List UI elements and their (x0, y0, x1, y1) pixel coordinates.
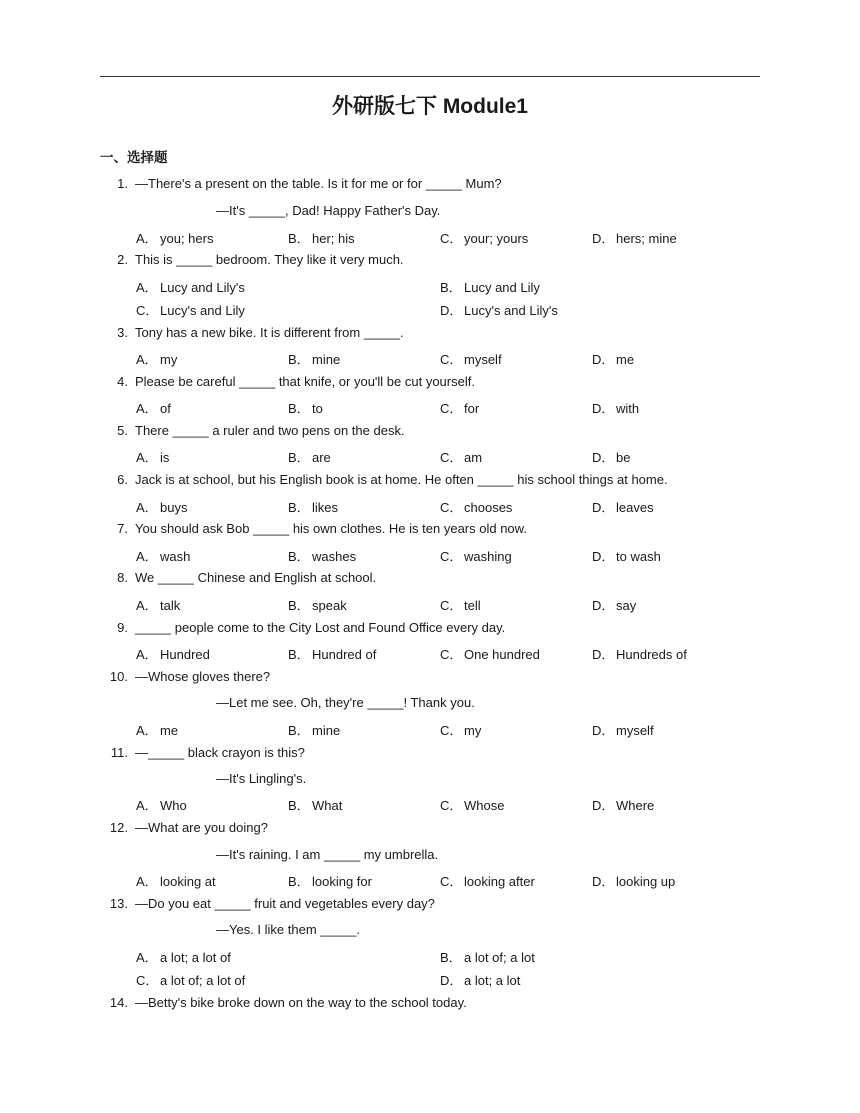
option-text: for (464, 401, 480, 416)
option-text: your; yours (464, 231, 529, 246)
option-text: of (160, 401, 171, 416)
question-stem: —_____ black crayon is this? (135, 745, 305, 760)
question-stem: This is _____ bedroom. They like it very much. (135, 252, 404, 267)
answer-option (592, 497, 654, 516)
option-letter: D． (592, 874, 615, 889)
option-text: me (160, 723, 179, 738)
answer-option (440, 398, 479, 417)
question-stem: You should ask Bob _____ his own clothes. He is ten years old now. (135, 521, 527, 536)
option-letter: D． (592, 500, 615, 515)
question-reply: —Yes. I like them _____. (216, 922, 361, 937)
question-stem: There _____ a ruler and two pens on the desk. (135, 423, 405, 438)
question-item (100, 423, 760, 441)
question-number: 14. (109, 995, 128, 1010)
answer-option (136, 497, 187, 516)
option-text: a lot of; a lot (464, 950, 535, 965)
option-text: Where (616, 798, 655, 813)
option-letter: D． (592, 450, 615, 465)
option-text: myself (616, 723, 654, 738)
option-text: my (464, 723, 482, 738)
option-letter: C． (440, 723, 463, 738)
option-letter: A． (136, 798, 158, 813)
question-stem: —There's a present on the table. Is it for me or for _____ Mum? (135, 176, 502, 191)
answer-option (592, 720, 654, 739)
answer-option (288, 349, 340, 368)
option-text: you; hers (160, 231, 214, 246)
option-letter: C． (440, 874, 463, 889)
option-letter: A． (136, 401, 158, 416)
answer-option (592, 447, 630, 466)
option-text: speak (312, 598, 347, 613)
option-text: mine (312, 723, 341, 738)
answer-option (288, 595, 347, 614)
question-item (100, 176, 760, 194)
question-item (100, 620, 760, 638)
question-stem: _____ people come to the City Lost and Found Office every day. (135, 620, 506, 635)
option-text: Lucy's and Lily's (464, 303, 558, 318)
option-text: Hundred (160, 647, 210, 662)
option-letter: D． (592, 723, 615, 738)
answer-option (440, 349, 502, 368)
answer-option (440, 871, 535, 890)
option-text: Lucy's and Lily (160, 303, 245, 318)
option-text: looking for (312, 874, 372, 889)
question-reply: —It's raining. I am _____ my umbrella. (216, 847, 439, 862)
option-letter: A． (136, 500, 158, 515)
answer-option (136, 795, 187, 814)
question-stem: We _____ Chinese and English at school. (135, 570, 377, 585)
option-letter: D． (592, 798, 615, 813)
answer-option (592, 398, 639, 417)
option-text: be (616, 450, 631, 465)
option-text: looking up (616, 874, 676, 889)
option-text: to wash (616, 549, 661, 564)
answer-option (592, 349, 634, 368)
answer-option (440, 795, 504, 814)
answer-option (136, 447, 169, 466)
answer-option (440, 300, 558, 319)
option-text: hers; mine (616, 231, 677, 246)
answer-option (288, 447, 331, 466)
header-rule (100, 76, 760, 77)
answer-option (440, 970, 520, 989)
option-text: is (160, 450, 170, 465)
option-text: buys (160, 500, 188, 515)
option-letter: A． (136, 950, 158, 965)
answer-option (136, 720, 178, 739)
option-letter: D． (592, 231, 615, 246)
question-item (100, 570, 760, 588)
option-text: with (616, 401, 640, 416)
question-item (100, 896, 760, 914)
question-number: 9. (117, 620, 128, 635)
question-number: 8. (117, 570, 128, 585)
option-letter: B． (288, 723, 310, 738)
option-letter: C． (440, 647, 463, 662)
option-text: looking at (160, 874, 216, 889)
answer-option (288, 497, 338, 516)
answer-option (592, 595, 636, 614)
answer-option (592, 795, 654, 814)
answer-option (136, 398, 171, 417)
answer-option (136, 349, 177, 368)
answer-option (288, 228, 355, 247)
answer-option (136, 871, 216, 890)
option-letter: B． (288, 450, 310, 465)
option-text: mine (312, 352, 341, 367)
answer-option (592, 546, 661, 565)
option-letter: C． (440, 549, 463, 564)
question-stem: —Whose gloves there? (135, 669, 271, 684)
answer-option (288, 720, 340, 739)
option-text: Lucy and Lily (464, 280, 540, 295)
option-text: talk (160, 598, 181, 613)
question-reply: —It's Lingling's. (216, 771, 307, 786)
answer-option (440, 644, 540, 663)
option-letter: B． (288, 874, 310, 889)
option-letter: A． (136, 450, 158, 465)
option-text: a lot; a lot of (160, 950, 231, 965)
question-item (100, 995, 760, 1013)
answer-option (136, 546, 190, 565)
answer-option (288, 871, 372, 890)
option-letter: B． (288, 401, 310, 416)
option-text: am (464, 450, 483, 465)
option-letter: C． (440, 352, 463, 367)
option-text: say (616, 598, 637, 613)
question-item (100, 669, 760, 687)
question-number: 7. (117, 521, 128, 536)
option-text: her; his (312, 231, 355, 246)
question-number: 3. (117, 325, 128, 340)
option-letter: A． (136, 647, 158, 662)
option-text: washing (464, 549, 512, 564)
question-item (100, 472, 760, 490)
answer-option (136, 300, 245, 319)
question-stem: —Do you eat _____ fruit and vegetables every day? (135, 896, 435, 911)
option-text: leaves (616, 500, 654, 515)
question-stem: Jack is at school, but his English book is at home. He often _____ his school things at home. (135, 472, 668, 487)
option-text: What (312, 798, 343, 813)
option-text: my (160, 352, 178, 367)
option-text: tell (464, 598, 481, 613)
option-letter: B． (288, 647, 310, 662)
question-item (100, 521, 760, 539)
option-text: washes (312, 549, 357, 564)
answer-option (136, 644, 210, 663)
question-number: 2. (117, 252, 128, 267)
option-letter: D． (592, 352, 615, 367)
answer-option (288, 644, 376, 663)
option-letter: B． (288, 598, 310, 613)
option-letter: D． (592, 401, 615, 416)
option-letter: C． (136, 973, 159, 988)
question-item (100, 325, 760, 343)
option-letter: B． (288, 352, 310, 367)
option-text: One hundred (464, 647, 540, 662)
option-text: a lot; a lot (464, 973, 521, 988)
option-letter: A． (136, 874, 158, 889)
answer-option (440, 720, 481, 739)
option-letter: A． (136, 549, 158, 564)
question-item (100, 252, 760, 270)
question-stem: —Betty's bike broke down on the way to the school today. (135, 995, 467, 1010)
question-number: 13. (109, 896, 128, 911)
option-letter: A． (136, 352, 158, 367)
answer-option (136, 595, 180, 614)
option-letter: C． (440, 450, 463, 465)
answer-option (440, 595, 481, 614)
question-stem: Tony has a new bike. It is different from _____. (135, 325, 404, 340)
question-number: 4. (117, 374, 128, 389)
answer-option (288, 795, 342, 814)
option-letter: D． (440, 973, 463, 988)
option-letter: B． (288, 500, 310, 515)
question-number: 11. (110, 745, 128, 760)
answer-option (440, 497, 512, 516)
question-item (100, 374, 760, 392)
answer-option (288, 546, 356, 565)
option-letter: B． (440, 950, 462, 965)
question-number: 5. (117, 423, 128, 438)
option-text: chooses (464, 500, 513, 515)
answer-option (440, 546, 512, 565)
answer-option (592, 644, 687, 663)
answer-option (136, 228, 213, 247)
option-text: looking after (464, 874, 535, 889)
question-number: 6. (117, 472, 128, 487)
section-heading: 一、选择题 (100, 150, 168, 165)
option-text: Hundreds of (616, 647, 687, 662)
option-letter: A． (136, 280, 158, 295)
option-letter: C． (136, 303, 159, 318)
question-stem: —What are you doing? (135, 820, 268, 835)
option-letter: A． (136, 598, 158, 613)
option-text: Hundred of (312, 647, 377, 662)
option-letter: D． (592, 647, 615, 662)
answer-option (440, 228, 528, 247)
option-letter: C． (440, 598, 463, 613)
option-letter: B． (440, 280, 462, 295)
option-text: Whose (464, 798, 505, 813)
option-text: likes (312, 500, 339, 515)
option-letter: D． (592, 549, 615, 564)
answer-option (440, 277, 540, 296)
option-text: a lot of; a lot of (160, 973, 246, 988)
question-stem: Please be careful _____ that knife, or you'll be cut yourself. (135, 374, 475, 389)
option-letter: D． (592, 598, 615, 613)
option-text: Lucy and Lily's (160, 280, 245, 295)
question-number: 12. (109, 820, 128, 835)
option-text: wash (160, 549, 191, 564)
option-letter: A． (136, 231, 158, 246)
question-number: 10. (109, 669, 128, 684)
option-text: are (312, 450, 331, 465)
answer-option (136, 277, 245, 296)
answer-option (288, 398, 323, 417)
option-text: Who (160, 798, 187, 813)
answer-option (136, 947, 231, 966)
answer-option (592, 871, 675, 890)
option-letter: A． (136, 723, 158, 738)
option-letter: B． (288, 798, 310, 813)
question-reply: —Let me see. Oh, they're _____! Thank you. (216, 695, 475, 710)
option-letter: C． (440, 401, 463, 416)
answer-option (440, 947, 535, 966)
question-number: 1. (117, 176, 128, 191)
question-item (100, 745, 760, 763)
option-letter: C． (440, 231, 463, 246)
option-letter: B． (288, 549, 310, 564)
option-letter: B． (288, 231, 310, 246)
answer-option (136, 970, 245, 989)
page-title: 外研版七下 Module1 (331, 95, 528, 118)
question-item (100, 820, 760, 838)
option-letter: C． (440, 798, 463, 813)
option-letter: C． (440, 500, 463, 515)
option-text: me (616, 352, 635, 367)
option-text: to (312, 401, 323, 416)
option-text: myself (464, 352, 502, 367)
answer-option (440, 447, 482, 466)
question-reply: —It's _____, Dad! Happy Father's Day. (216, 203, 441, 218)
answer-option (592, 228, 677, 247)
option-letter: D． (440, 303, 463, 318)
